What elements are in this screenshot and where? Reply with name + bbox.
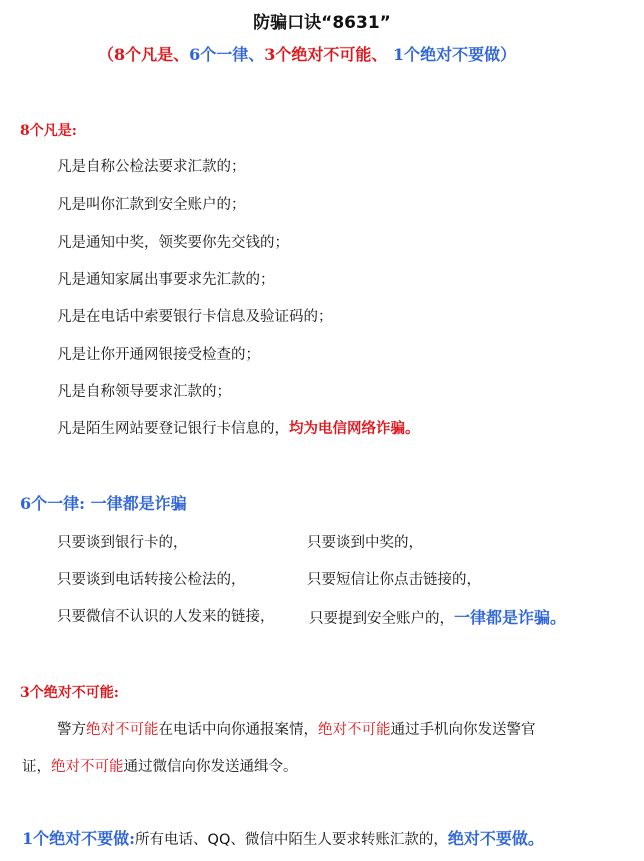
section-3-line-2 — [22, 755, 298, 776]
section-8-heading: 8个凡是: — [20, 123, 77, 139]
section-8-conclusion: 均为电信网络诈骗。 — [289, 420, 420, 437]
section-6-right-item-text: 只要提到安全账户的， — [309, 611, 454, 627]
section-6-heading: 6个一律: 一律都是诈骗 — [20, 494, 187, 513]
page-title: 防骗口诀“8631” — [253, 13, 391, 33]
subtitle-part-1: 1个绝对不要做 — [387, 45, 501, 64]
subtitle-part-6: 6个一律、 — [189, 45, 265, 64]
section-3-emphasis: 绝对不可能 — [86, 722, 159, 738]
section-3-text: 警方 — [57, 722, 86, 738]
section-3-text: 通过手机向你发送警官 — [390, 722, 536, 738]
page-subtitle — [98, 42, 516, 65]
subtitle-part-8: 8个凡是、 — [114, 45, 190, 64]
section-6-left-item: 只要谈到电话转接公检法的， — [57, 572, 246, 588]
section-8-item-text: 凡是陌生网站要登记银行卡信息的， — [57, 421, 289, 437]
subtitle-open-paren: （ — [98, 45, 115, 64]
section-8-item: 凡是通知家属出事要求先汇款的； — [57, 272, 275, 288]
section-6-left-item: 只要谈到银行卡的， — [57, 535, 188, 551]
section-3-text: 通过微信向你发送通缉令。 — [123, 759, 298, 775]
section-8-item-last — [57, 417, 420, 438]
subtitle-part-3: 3个绝对不可能、 — [264, 45, 388, 64]
section-3-emphasis: 绝对不可能 — [318, 722, 391, 738]
section-1-line — [22, 826, 544, 849]
section-3-text: 在电话中向你通报案情， — [158, 722, 318, 738]
section-8-item: 凡是自称公检法要求汇款的； — [57, 159, 246, 175]
section-8-item: 凡是在电话中索要银行卡信息及验证码的； — [57, 309, 333, 325]
section-8-item: 凡是自称领导要求汇款的； — [57, 384, 231, 400]
section-8-item: 凡是让你开通网银接受检查的； — [57, 347, 260, 363]
section-3-line-1 — [57, 718, 536, 739]
section-1-conclusion: 绝对不要做。 — [447, 829, 544, 848]
section-1-body: 所有电话、QQ、微信中陌生人要求转账汇款的， — [135, 832, 448, 848]
section-3-text: 证， — [22, 759, 51, 775]
section-1-heading: 1个绝对不要做: — [22, 829, 136, 848]
section-6-right-item: 只要谈到中奖的， — [307, 535, 423, 551]
section-6-right-item: 只要短信让你点击链接的， — [307, 572, 481, 588]
section-6-conclusion: 一律都是诈骗。 — [454, 608, 567, 627]
subtitle-close-paren: ） — [500, 45, 517, 64]
section-8-item: 凡是通知中奖，领奖要你先交钱的； — [57, 235, 289, 251]
section-6-left-item: 只要微信不认识的人发来的链接， — [57, 609, 275, 625]
section-6-right-item-last — [309, 605, 566, 628]
section-3-heading: 3个绝对不可能: — [20, 685, 119, 701]
section-3-emphasis: 绝对不可能 — [51, 759, 124, 775]
section-8-item: 凡是叫你汇款到安全账户的； — [57, 197, 246, 213]
